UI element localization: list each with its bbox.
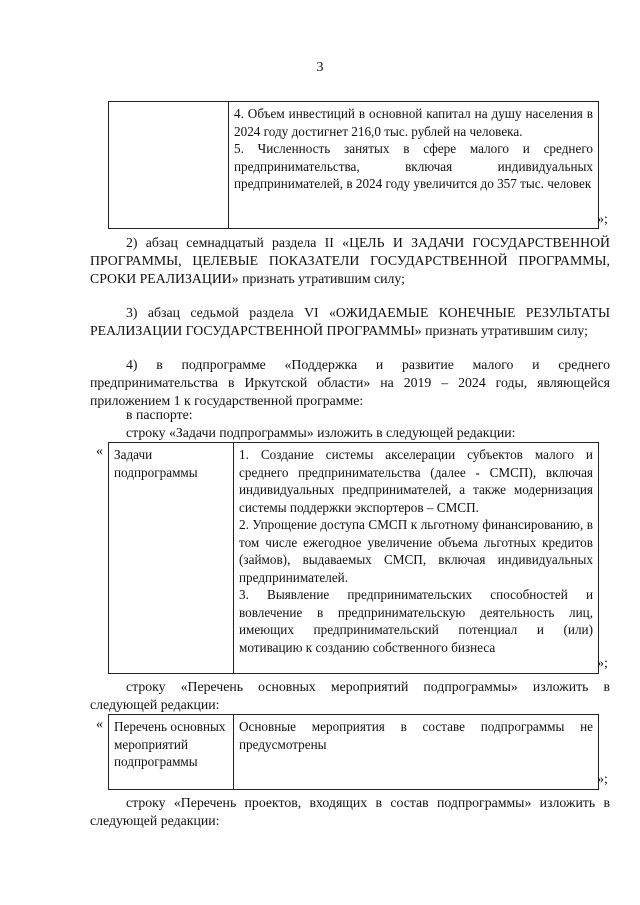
activities-table-label: Перечень основных мероприятий подпрограммы: [109, 715, 234, 790]
open-quote-2: «: [96, 444, 103, 459]
page-number: 3: [316, 60, 324, 75]
result-item-4: 4. Объем инвестиций в основной капитал на душу населения в 2024 году достигнет 216,0 тыс. рублей на человека.: [234, 106, 593, 139]
paragraph-8: строку «Перечень проектов, входящих в состав подпрограммы» изложить в следующей редакции:: [90, 795, 610, 828]
tasks-table-label: Задачи подпрограммы: [109, 443, 234, 674]
results-table: [108, 101, 599, 229]
open-quote-3: «: [96, 717, 103, 732]
tasks-table-value: [234, 443, 599, 674]
results-table-value: [229, 102, 599, 229]
task-item-3: 3. Выявление предпринимательских способностей и вовлечение в предпринимательскую деятельность лиц, имеющих предпринимательский потенциал и (или) мотивацию к созданию собственного бизнеса: [239, 587, 593, 655]
task-item-2: 2. Упрощение доступа СМСП к льготному финансированию, в том числе ежегодное увеличение объема льготных кредитов (займов), выдаваемых СМСП, включая индивидуальных предпринимателей.: [239, 517, 593, 585]
paragraph-7: строку «Перечень основных мероприятий подпрограммы» изложить в следующей редакции:: [90, 679, 610, 712]
paragraph-2: 2) абзац семнадцатый раздела II «ЦЕЛЬ И ЗАДАЧИ ГОСУДАРСТВЕННОЙ ПРОГРАММЫ, ЦЕЛЕВЫЕ ПОКАЗАТЕЛИ ГОСУДАРСТВЕННОЙ ПРОГРАММЫ, СРОКИ РЕАЛИЗАЦИИ» признать утратившим силу;: [90, 235, 610, 286]
close-quote-2: »;: [597, 656, 608, 671]
paragraph-3: 3) абзац седьмой раздела VI «ОЖИДАЕМЫЕ КОНЕЧНЫЕ РЕЗУЛЬТАТЫ РЕАЛИЗАЦИИ ГОСУДАРСТВЕННОЙ ПРОГРАММЫ» признать утратившим силу;: [90, 305, 610, 338]
task-item-1: 1. Создание системы акселерации субъектов малого и среднего предпринимательства (далее - СМСП), включая индивидуальных предпринимателей, а также модернизация системы поддержки экспортеров – СМСП.: [239, 447, 593, 515]
activities-table-value: Основные мероприятия в составе подпрограммы не предусмотрены: [234, 715, 599, 790]
close-quote-3: »;: [597, 772, 608, 787]
results-table-empty-cell: [109, 102, 229, 229]
activities-table: [108, 714, 599, 790]
paragraph-5: в паспорте:: [126, 407, 193, 422]
tasks-table: [108, 442, 599, 674]
close-quote-1: »;: [597, 212, 608, 227]
result-item-5: 5. Численность занятых в сфере малого и среднего предпринимательства, включая индивидуальных предпринимателей, в 2024 году увеличится до 357 тыс. человек: [234, 141, 593, 191]
paragraph-6: строку «Задачи подпрограммы» изложить в следующей редакции:: [126, 425, 516, 440]
paragraph-4: 4) в подпрограмме «Поддержка и развитие малого и среднего предпринимательства в Иркутской области» на 2019 – 2024 годы, являющейся приложением 1 к государственной программе:: [90, 357, 610, 408]
